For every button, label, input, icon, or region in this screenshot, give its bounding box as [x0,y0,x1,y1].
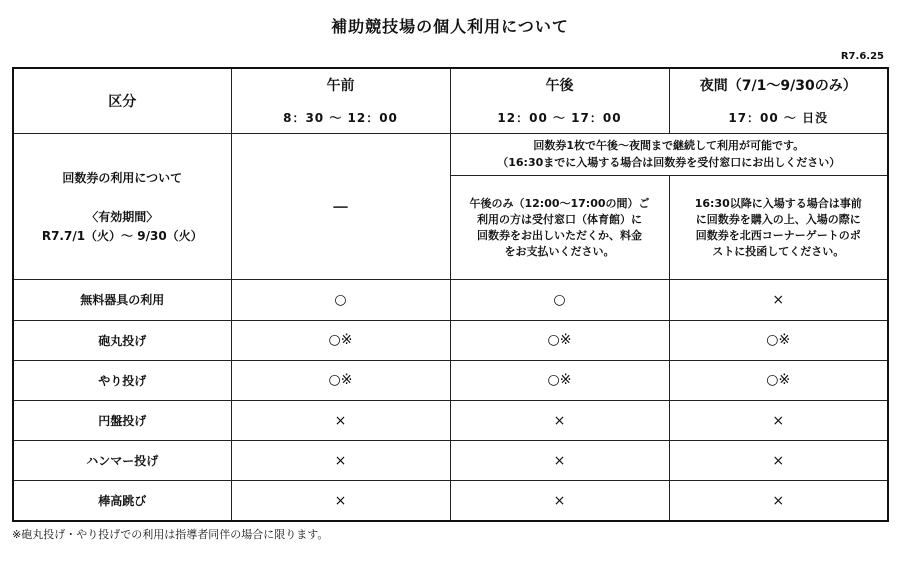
row-night-mark: ○※ [669,320,888,360]
header-morning-label: 午前 [326,78,355,95]
table-row [13,400,888,440]
table-row [13,441,888,481]
ticket-night-note [669,175,888,279]
row-night-mark: × [669,280,888,320]
table-row [13,360,888,400]
usage-table [12,67,889,522]
row-morning-mark: × [231,441,450,481]
row-label: ハンマー投げ [13,441,231,481]
footnote: ※砲丸投げ・やり投げでの利用は指導者同伴の場合に限ります。 [12,528,329,541]
ticket-afternoon-line2: 利用の方は受付窓口（体育館）に [477,212,642,226]
ticket-combined-line1: 回数券1枚で午後～夜間まで継続して利用が可能です。 [533,139,805,153]
header-night-label: 夜間（7/1～9/30のみ） [699,78,857,95]
row-morning-mark: ○※ [231,360,450,400]
row-label: 無料器具の利用 [13,280,231,320]
header-night-time: 17：00 ～ 日没 [728,111,829,126]
ticket-night-line3: 回数券を北西コーナーゲートのポ [695,228,861,242]
row-morning-mark: ○※ [231,320,450,360]
header-morning [231,68,450,133]
header-morning-time: 8：30 ～ 12：00 [283,111,398,126]
table-row [13,320,888,360]
ticket-combined-line2: （16:30までに入場する場合は回数券を受付窓口にお出しください） [497,156,841,170]
row-afternoon-mark: × [450,441,669,481]
row-afternoon-mark: ○※ [450,360,669,400]
header-afternoon-time: 12：00 ～ 17：00 [497,111,622,126]
table-row [13,481,888,521]
header-night [669,68,888,133]
header-category: 区分 [13,68,231,133]
ticket-combined-note [450,133,888,175]
ticket-night-line2: に回数券を購入の上、入場の際に [695,212,861,226]
row-morning-mark: × [231,400,450,440]
row-afternoon-mark: × [450,481,669,521]
row-label: やり投げ [13,360,231,400]
ticket-night-line4: ストに投函してください。 [712,244,845,258]
header-row [13,68,888,133]
table-row [13,280,888,320]
ticket-period: R7.7/1（火）～ 9/30（火） [41,229,203,244]
ticket-period-label: 〈有効期間〉 [86,210,159,225]
header-afternoon [450,68,669,133]
row-night-mark: × [669,481,888,521]
row-afternoon-mark: ○※ [450,320,669,360]
row-label: 円盤投げ [13,400,231,440]
ticket-label: 回数券の利用について [62,171,183,186]
ticket-night-line1: 16:30以降に入場する場合は事前 [694,196,862,210]
ticket-label-cell [13,133,231,280]
ticket-afternoon-line3: 回数券をお出しいただくか、料金 [477,228,642,242]
row-morning-mark: ○ [231,280,450,320]
row-label: 棒高跳び [13,481,231,521]
header-afternoon-label: 午後 [545,78,574,95]
row-night-mark: × [669,400,888,440]
ticket-afternoon-line1: 午後のみ（12:00～17:00の間）ご [469,196,650,210]
ticket-morning: － [231,133,450,280]
row-afternoon-mark: × [450,400,669,440]
row-night-mark: ○※ [669,360,888,400]
row-afternoon-mark: ○ [450,280,669,320]
ticket-afternoon-line4: をお支払いください。 [504,244,615,258]
ticket-afternoon-note [450,175,669,279]
row-morning-mark: × [231,481,450,521]
page-title: 補助競技場の個人利用について [331,17,569,36]
row-night-mark: × [669,441,888,481]
revision-date: R7.6.25 [840,51,884,62]
ticket-row-top [13,133,888,175]
row-label: 砲丸投げ [13,320,231,360]
